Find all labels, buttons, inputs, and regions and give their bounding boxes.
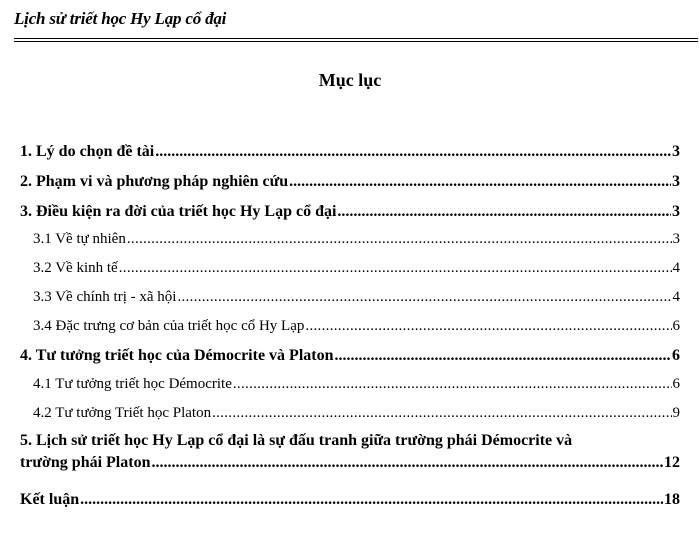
toc-entry-label: 3.3 Về chính trị - xã hội (33, 289, 177, 305)
toc-title: Mục lục (318, 70, 382, 90)
toc-leader-dots (151, 454, 663, 472)
toc-leader-dots (127, 231, 672, 248)
toc-entry-label: 4.2 Tư tưởng Triết học Platon (33, 405, 212, 421)
toc-entry[interactable] (20, 491, 680, 509)
toc-leader-dots (212, 405, 671, 422)
toc-entry-label: 2. Phạm vi và phương pháp nghiên cứu (20, 173, 289, 190)
toc-entry-label: 3. Điều kiện ra đời của triết học Hy Lạp cổ đại (20, 203, 337, 220)
toc-entry-page: 12 (664, 454, 680, 471)
toc-entry-page: 4 (672, 289, 680, 305)
toc-entry-page: 18 (664, 491, 680, 508)
toc-entry[interactable] (20, 347, 680, 365)
toc-entry-page: 3 (672, 143, 680, 160)
toc-entry-label: 4. Tư tưởng triết học của Démocrite và Platon (20, 347, 334, 364)
toc-leader-dots (334, 347, 671, 365)
toc-entry-page: 3 (672, 231, 680, 247)
toc-entry-label: 3.2 Về kinh tế (33, 260, 118, 276)
toc-entry[interactable] (20, 231, 680, 248)
header-rule (14, 38, 698, 42)
toc-entry-label: 3.4 Đặc trưng cơ bản của triết học cổ Hy Lạp (33, 318, 305, 334)
toc-entry[interactable] (20, 289, 680, 306)
toc-leader-dots (177, 289, 671, 306)
toc-leader-dots (337, 203, 671, 221)
toc-entry-page: 3 (672, 203, 680, 220)
toc-entry-label: 3.1 Về tự nhiên (33, 231, 126, 247)
toc-entry-page: 6 (672, 318, 680, 334)
toc-entry-page: 6 (672, 347, 680, 364)
toc-leader-dots (119, 260, 672, 277)
toc-entry-page: 3 (672, 173, 680, 190)
toc-leader-dots (233, 376, 672, 393)
toc-entry[interactable] (20, 405, 680, 422)
toc-entry[interactable] (20, 432, 680, 472)
toc-entry-page: 6 (672, 376, 680, 392)
toc-entry-label: 1. Lý do chọn đề tài (20, 143, 155, 160)
toc-leader-dots (155, 143, 671, 161)
toc-entry[interactable] (20, 173, 680, 191)
toc-entry[interactable] (20, 260, 680, 277)
toc-leader-dots (289, 173, 671, 191)
toc-entry[interactable] (20, 318, 680, 335)
toc-entry-label-continued: trường phái Platon (20, 454, 151, 471)
toc-leader-dots (305, 318, 671, 335)
toc-entry[interactable] (20, 143, 680, 161)
toc-entry-label: Kết luận (20, 491, 80, 508)
toc-entry-page: 9 (672, 405, 680, 421)
toc-entry[interactable] (20, 376, 680, 393)
toc-entry[interactable] (20, 203, 680, 221)
toc-leader-dots (80, 491, 663, 509)
running-header: Lịch sử triết học Hy Lạp cổ đại (14, 9, 227, 28)
toc-entry-page: 4 (672, 260, 680, 276)
toc-entry-label: 5. Lịch sử triết học Hy Lạp cổ đại là sự đấu tranh giữa trường phái Démocrite và (20, 432, 573, 449)
toc-entry-label: 4.1 Tư tưởng triết học Démocrite (33, 376, 232, 392)
